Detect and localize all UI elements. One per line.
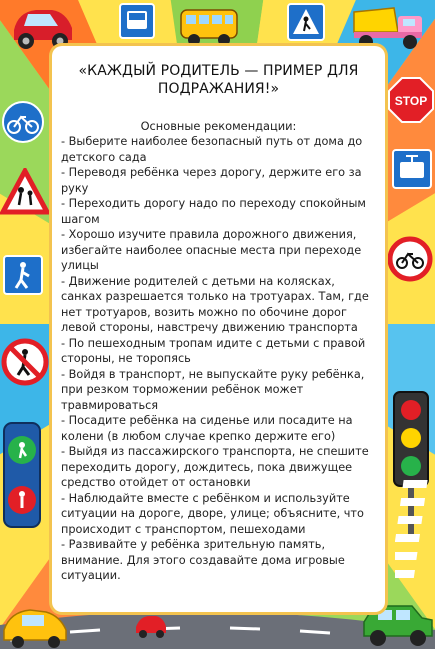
- tram-stop-sign-icon: [391, 148, 433, 190]
- no-bicycles-sign-icon: [387, 236, 433, 282]
- page-title: «КАЖДЫЙ РОДИТЕЛЬ — ПРИМЕР ДЛЯ ПОДРАЖАНИЯ!»: [78, 63, 359, 97]
- list-item: - Хорошо изучите правила дорожного движения, избегайте наиболее опасные места при переходе улицы: [61, 228, 362, 272]
- list-item: - Войдя в транспорт, не выпускайте руку ребёнка, при резком торможении ребёнок может травмироваться: [61, 367, 365, 412]
- list-item: - Посадите ребёнка на сиденье или посадите на колени (в любом случае крепко держите его): [61, 414, 353, 443]
- list-item: - Развивайте у ребёнка зрительную память, внимание. Для этого создавайте дома игровые ситуации.: [61, 538, 345, 582]
- list-item: - Переводя ребёнка через дорогу, держите его за руку: [61, 166, 362, 195]
- stop-sign-text: STOP: [394, 94, 428, 108]
- recommendations-list: [61, 134, 377, 584]
- list-item: - По пешеходным тропам идите с детьми с правой стороны, не торопясь: [61, 336, 366, 365]
- pedestrian-crossing-sign-icon: [286, 2, 326, 42]
- list-item: - Выйдя из пассажирского транспорта, не спешите переходить дорогу, дождитесь, пока движущее средство отойдет от остановки: [61, 445, 369, 489]
- no-pedestrians-sign-icon: [1, 338, 49, 386]
- bus-stop-sign-icon: [118, 2, 156, 42]
- pedestrian-zone-sign-icon: [2, 254, 44, 296]
- list-item: - Переходить дорогу надо по переходу спокойным шагом: [61, 197, 366, 226]
- children-warning-sign-icon: [0, 168, 50, 216]
- stop-sign-icon: [387, 76, 435, 124]
- pedestrian-traffic-light-icon: [1, 420, 43, 530]
- list-item: - Выберите наиболее безопасный путь от дома до детского сада: [61, 135, 363, 164]
- red-car-icon: [8, 0, 78, 52]
- yellow-bus-icon: [178, 6, 240, 50]
- small-red-car-icon: [134, 612, 168, 638]
- bicycle-path-sign-icon: [1, 100, 45, 144]
- zebra-crossing-icon: [395, 470, 435, 600]
- list-item: - Движение родителей с детьми на колясках, санках разрешается только на тротуарах. Там, где нет тротуаров, возить можно по обочине дорог левой стороны, навстречу движению транспорта: [61, 274, 369, 334]
- list-item: - Наблюдайте вместе с ребёнком и используйте ситуации на дороге, дворе, улице; объясните, что происходит с транспортом, пешеходами: [61, 491, 364, 536]
- recommendations-heading: Основные рекомендации:: [140, 119, 297, 133]
